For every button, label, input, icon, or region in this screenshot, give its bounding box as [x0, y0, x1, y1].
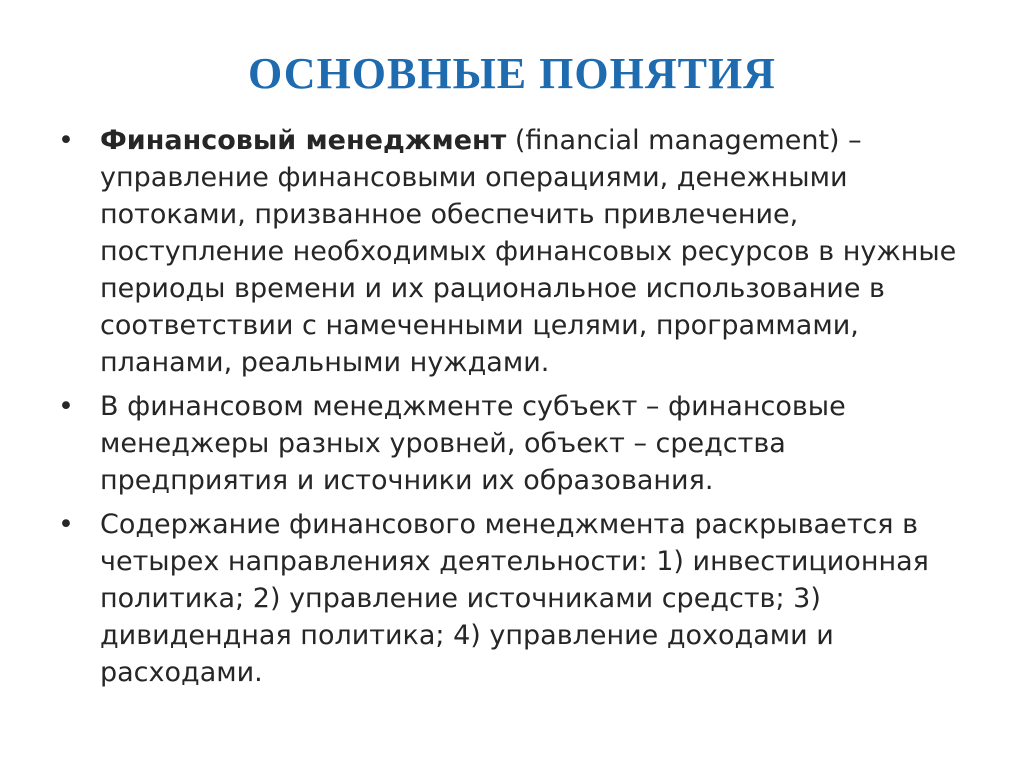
bullet-item-2	[58, 388, 968, 499]
bullet-list	[58, 122, 968, 698]
bullet-item-1	[58, 122, 968, 381]
bullet-marker: •	[58, 391, 74, 422]
bullet-text: В финансовом менеджменте субъект – финансовые менеджеры разных уровней, объект – средства предприятия и источники их образования.	[100, 391, 846, 496]
slide-title: ОСНОВНЫЕ ПОНЯТИЯ	[248, 49, 776, 98]
bullet-item-3	[58, 506, 968, 691]
bullet-marker: •	[58, 125, 74, 156]
bullet-marker: •	[58, 509, 74, 540]
term-financial-management: Финансовый менеджмент	[100, 125, 507, 156]
bullet-text: (financial management) – управление финансовыми операциями, денежными потоками, призванное обеспечить привлечение, поступление необходимых финансовых ресурсов в нужные периоды времени и их рациональное использование в соответствии с намеченными целями, программами, планами, реальными нуждами.	[100, 125, 957, 378]
bullet-text: Содержание финансового менеджмента раскрывается в четырех направлениях деятельности: 1) инвестиционная политика; 2) управление источниками средств; 3) дивидендная политика; 4) управление доходами и расходами.	[100, 509, 929, 688]
